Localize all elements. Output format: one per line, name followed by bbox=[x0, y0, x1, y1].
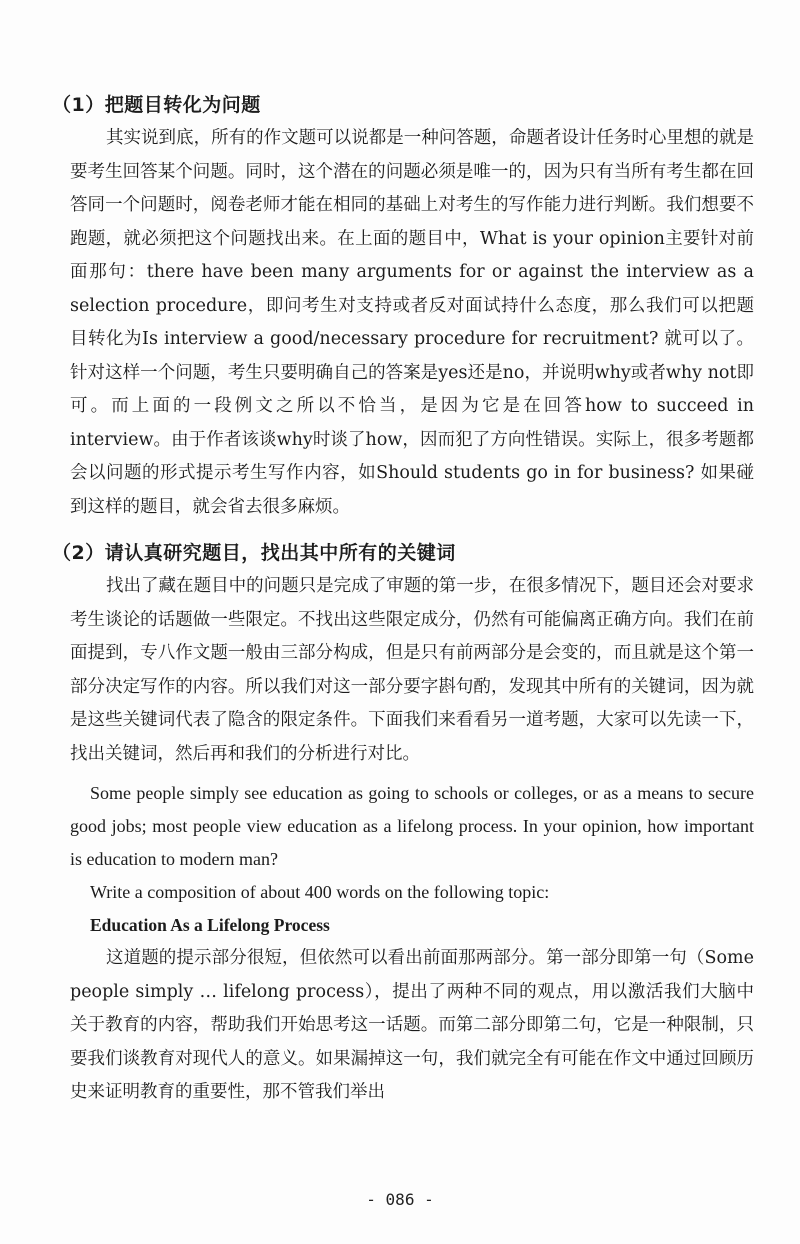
page-content bbox=[52, 90, 754, 1110]
essay-topic-title: Education As a Lifelong Process bbox=[90, 915, 330, 935]
section-1-paragraph: 其实说到底，所有的作文题可以说都是一种问答题，命题者设计任务时心里想的就是要考生回答某个问题。同时，这个潜在的问题必须是唯一的，因为只有当所有考生都在回答同一个问题时，阅卷老师才能在相同的基础上对考生的写作能力进行判断。我们想要不跑题，就必须把这个问题找出来。在上面的题目中，What is your opinion主要针对前面那句：there have been many arguments for or against the interview as a selection procedure，即问考生对支持或者反对面试持什么态度，那么我们可以把题目转化为Is interview a good/necessary procedure for recruitment? 就可以了。针对这样一个问题，考生只要明确自己的答案是yes还是no，并说明why或者why not即可。而上面的一段例文之所以不恰当，是因为它是在回答how to succeed in interview。由于作者该谈why时谈了how，因而犯了方向性错误。实际上，很多考题都会以问题的形式提示考生写作内容，如Should students go in for business? 如果碰到这样的题目，就会省去很多麻烦。 bbox=[70, 128, 754, 517]
page-number: - 086 - bbox=[366, 1190, 434, 1209]
section-1-heading: （1）把题目转化为问题 bbox=[52, 94, 261, 116]
section-2-heading: （2）请认真研究题目，找出其中所有的关键词 bbox=[52, 542, 456, 564]
essay-instruction: Write a composition of about 400 words on the following topic: bbox=[90, 882, 550, 902]
section-2-paragraph: 找出了藏在题目中的问题只是完成了审题的第一步，在很多情况下，题目还会对要求考生谈论的话题做一些限定。不找出这些限定成分，仍然有可能偏离正确方向。我们在前面提到，专八作文题一般由三部分构成，但是只有前两部分是会变的，而且就是这个第一部分决定写作的内容。所以我们对这一部分要字斟句酌，发现其中所有的关键词，因为就是这些关键词代表了隐含的限定条件。下面我们来看看另一道考题，大家可以先读一下，找出关键词，然后再和我们的分析进行对比。 bbox=[70, 576, 754, 764]
essay-prompt: Some people simply see education as going to schools or colleges, or as a means to secure good jobs; most people view education as a lifelong process. In your opinion, how important is education to modern man? bbox=[70, 783, 754, 869]
analysis-paragraph: 这道题的提示部分很短，但依然可以看出前面那两部分。第一部分即第一句（Some people simply … lifelong process），提出了两种不同的观点，用以激活我们大脑中关于教育的内容，帮助我们开始思考这一话题。而第二部分即第二句，它是一种限制，只要我们谈教育对现代人的意义。如果漏掉这一句，我们就完全有可能在作文中通过回顾历史来证明教育的重要性，那不管我们举出 bbox=[70, 948, 754, 1102]
